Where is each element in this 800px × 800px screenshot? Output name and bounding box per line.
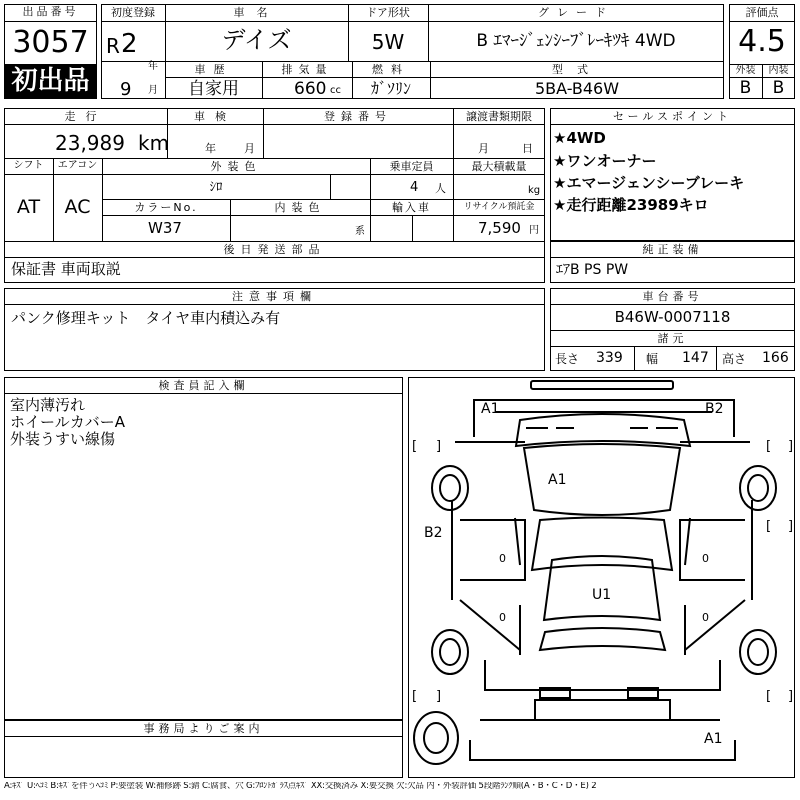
- recycle-fee: 7,590: [478, 219, 521, 237]
- bracket-fl-close: ]: [436, 439, 442, 454]
- transfer-day-unit: 日: [522, 142, 533, 155]
- history-label: 車歴: [194, 63, 233, 76]
- interior-color-label: 内装色: [274, 201, 326, 214]
- load-unit: kg: [528, 185, 541, 196]
- length: 339: [596, 350, 623, 366]
- bracket-fl: [: [412, 439, 418, 454]
- inspection-label: 車検: [194, 110, 236, 123]
- bracket-rl-close: ]: [436, 689, 442, 704]
- later-parts-label: 後日発送部品: [223, 243, 326, 256]
- inspection-year-unit: 年: [205, 142, 216, 155]
- grade-label: グレード: [538, 6, 614, 19]
- import-label: 輸入車: [392, 201, 431, 214]
- displacement-label: 排気量: [281, 63, 333, 76]
- bracket-rr-close: ]: [788, 689, 794, 704]
- score: 4.5: [738, 24, 786, 59]
- first-listing-badge: 初出品: [5, 65, 96, 98]
- sales-point-3: ★エマージェンシーブレーキ: [553, 174, 745, 192]
- ac: AC: [64, 196, 91, 218]
- legend: A:ｷｽﾞ U:ﾍｺﾐ B:ｷｽﾞを伴うﾍｺﾐ P:要塗装 W:補修跡 S:錆 C:腐食、穴 G:ﾌﾛﾝﾄｶﾞﾗｽ点ｷｽﾞ XX:交換済み X:要交換 欠:欠品 内・外装評価 5段階ﾗﾝｸ順(A・B・C・D・E) 2: [4, 782, 597, 791]
- vehicle-name: デイズ: [221, 26, 292, 54]
- lot-number: 3057: [12, 25, 89, 60]
- zero-3: 0: [499, 611, 506, 624]
- grade: B ｴﾏｰｼﾞｪﾝｼｰﾌﾞﾚｰｷﾂｷ 4WD: [476, 31, 676, 51]
- sales-points-label: セールスポイント: [612, 110, 732, 123]
- mark-roof: U1: [592, 587, 612, 603]
- equipment-label: 純正装備: [642, 243, 703, 256]
- notes-label: 注意事項欄: [232, 290, 317, 303]
- transfer-month-unit: 月: [478, 142, 489, 155]
- reg-month: 9: [120, 79, 132, 100]
- length-label: 長さ: [555, 352, 580, 366]
- fuel: ｶﾞｿﾘﾝ: [370, 79, 411, 98]
- later-parts: 保証書 車両取説: [11, 260, 121, 278]
- door-type: 5W: [371, 30, 405, 54]
- office-label: 事務局よりご案内: [143, 722, 264, 735]
- displacement-unit: cc: [330, 85, 341, 96]
- displacement: 660: [294, 79, 327, 99]
- mark-left-side: B2: [424, 525, 443, 541]
- bracket-rr: [: [766, 689, 772, 704]
- bracket-spare: [: [766, 519, 772, 534]
- notes: パンク修理キット タイヤ車内積込み有: [11, 309, 281, 327]
- height-label: 高さ: [722, 352, 747, 366]
- door-label: ドア形状: [366, 6, 410, 19]
- reg-year: 2: [121, 29, 138, 59]
- exterior-grade-label: 外装: [735, 65, 756, 76]
- interior-color-unit: 系: [355, 226, 365, 237]
- dims-label: 諸元: [657, 332, 688, 345]
- exterior-color-label: 外装色: [210, 160, 262, 173]
- era: R: [106, 34, 120, 58]
- inspector-line-2: ホイールカバーA: [10, 413, 125, 431]
- zero-2: 0: [702, 552, 709, 565]
- capacity-label: 乗車定員: [389, 160, 434, 173]
- width: 147: [682, 350, 709, 366]
- mileage-unit: km: [138, 131, 170, 155]
- zero-4: 0: [702, 611, 709, 624]
- inspection-month-unit: 月: [244, 142, 255, 155]
- lot-label: 出品番号: [22, 5, 79, 18]
- zero-1: 0: [499, 552, 506, 565]
- sales-point-1: ★4WD: [553, 129, 606, 147]
- inspector-line-3: 外装うすい線傷: [10, 430, 116, 448]
- inspector-line-1: 室内薄汚れ: [10, 396, 86, 414]
- mileage: 23,989: [55, 131, 125, 155]
- interior-grade: B: [772, 78, 785, 98]
- score-label: 評価点: [745, 6, 779, 19]
- year-unit: 年: [148, 61, 158, 72]
- bracket-spare-close: ]: [788, 519, 794, 534]
- width-label: 幅: [646, 352, 659, 366]
- color-no: W37: [148, 219, 182, 237]
- bracket-fr: [: [766, 439, 772, 454]
- sales-point-4: ★走行距離23989キロ: [553, 196, 709, 214]
- mark-rear: A1: [704, 731, 723, 747]
- capacity: 4: [410, 180, 419, 195]
- height: 166: [762, 350, 789, 366]
- ac-label: エアコン: [57, 160, 98, 171]
- capacity-unit: 人: [435, 182, 446, 195]
- mark-hood: A1: [548, 472, 567, 488]
- color-no-label: カラーNo.: [134, 201, 198, 214]
- equipment: ｴｱB PS PW: [556, 262, 629, 278]
- sales-point-2: ★ワンオーナー: [553, 152, 657, 170]
- shift: AT: [16, 196, 41, 218]
- mileage-label: 走行: [64, 110, 107, 123]
- inspector-label: 検査員記入欄: [158, 379, 249, 392]
- bracket-fr-close: ]: [788, 439, 794, 454]
- chassis-label: 車台番号: [642, 290, 703, 303]
- mark-front-right: B2: [705, 401, 724, 417]
- fuel-label: 燃料: [372, 63, 410, 76]
- load-label: 最大積載量: [471, 160, 527, 173]
- transfer-label: 譲渡書類期限: [466, 110, 532, 123]
- shift-label: シフト: [13, 160, 44, 171]
- interior-grade-label: 内装: [768, 65, 789, 76]
- recycle-label: リサイクル預託金: [463, 202, 535, 212]
- plate-label: 登録番号: [324, 110, 392, 123]
- history: 自家用: [188, 79, 239, 99]
- model: 5BA-B46W: [534, 79, 620, 98]
- recycle-unit: 円: [529, 225, 539, 236]
- exterior-grade: B: [739, 78, 752, 98]
- month-unit: 月: [148, 85, 158, 96]
- chassis-number: B46W-0007118: [614, 308, 731, 326]
- name-label: 車名: [233, 6, 280, 19]
- mark-front-left: A1: [481, 401, 500, 417]
- bracket-rl: [: [412, 689, 418, 704]
- exterior-color: ｼﾛ: [209, 180, 223, 195]
- model-label: 型式: [552, 63, 602, 76]
- first-reg-label: 初度登録: [111, 6, 155, 19]
